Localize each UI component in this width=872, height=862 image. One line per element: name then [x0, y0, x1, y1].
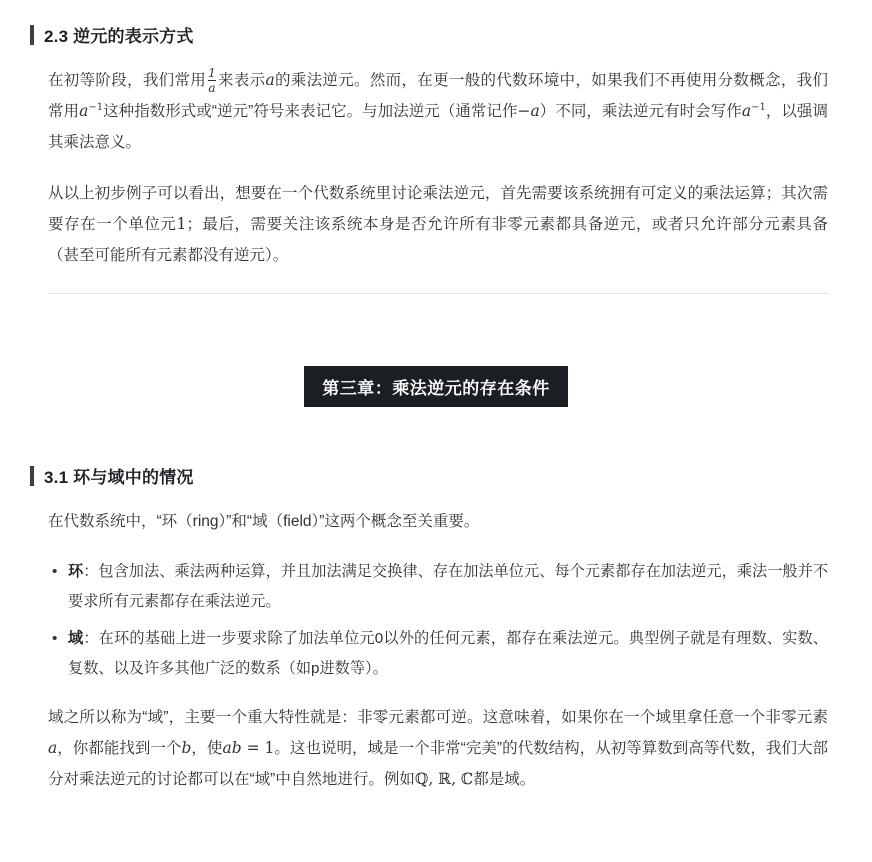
- inline-power: $a^{-1}$: [741, 101, 766, 120]
- paragraph: 从以上初步例子可以看出，想要在一个代数系统里讨论乘法逆元，首先需要该系统拥有可定义的乘法运算；其次需要存在一个单位元1；最后，需要关注该系统本身是否允许所有非零元素都具备逆元，或者只允许部分元素具备（甚至可能所有元素都没有逆元）。: [48, 185, 828, 264]
- list-item-term: 域: [68, 630, 84, 648]
- section-heading-2-3: [30, 22, 842, 47]
- inline-number: = 1: [241, 738, 275, 757]
- section-title-text: 3.1 环与域中的情况: [44, 468, 194, 487]
- paragraph-closing: 域之所以称为“域”，主要一个重大特性就是：非零元素都可逆。这意味着，如果你在一个域里拿任意一个非零元素a，你都能找到一个b，使ab = 1。这也说明，域是一个非常“完美”的代数结构，从初等算数到高等代数，我们大部分对乘法逆元的讨论都可以在“域”中自然地进行。例如ℚ, ℝ, ℂ都是域。: [48, 708, 828, 788]
- inline-number-set: ℚ, ℝ, ℂ: [414, 769, 474, 788]
- inline-fraction: $\frac{1}{a}$: [208, 66, 216, 95]
- list-item: [52, 624, 828, 683]
- list-item: [52, 557, 828, 616]
- inline-variable: a: [530, 102, 540, 120]
- list-item-text: ：在环的基础上进一步要求除了加法单位元0以外的任何元素，都存在乘法逆元。典型例子就是有理数、实数、复数、以及许多其他广泛的数系（如p进数等）。: [68, 630, 828, 677]
- definition-list: [30, 557, 842, 684]
- list-item-text: ：包含加法、乘法两种运算，并且加法满足交换律、存在加法单位元、每个元素都存在加法逆元，乘法一般并不要求所有元素都存在乘法逆元。: [68, 563, 829, 610]
- inline-variable: a: [48, 738, 58, 757]
- inline-power: $a^{-1}$: [79, 101, 104, 120]
- section-title-text: 2.3 逆元的表示方式: [44, 27, 194, 46]
- paragraph-intro: 在代数系统中，“环（ring）”和“域（field）”这两个概念至关重要。: [48, 513, 480, 530]
- paragraph: 在初等阶段，我们常用 $\frac{1}{a}$ 来表示a的乘法逆元。然而，在更一般的代数环境中，如果我们不再使用分数概念，我们常用$a^{-1}$这种指数形式或“逆元”符号来表记它。与加法逆元（通常记作−a）不同，乘法逆元有时会写作$a^{-1}$，以强调其乘法意义。: [48, 66, 828, 151]
- list-item-term: 环: [68, 563, 84, 580]
- section-divider: [48, 293, 828, 294]
- inline-variable: ab: [222, 738, 242, 757]
- heading-accent-bar: [30, 25, 34, 45]
- chapter-banner: 第三章：乘法逆元的存在条件: [304, 366, 568, 407]
- inline-number: −: [517, 102, 531, 120]
- inline-variable: a: [265, 71, 275, 89]
- heading-accent-bar: [30, 466, 34, 486]
- section-heading-3-1: [30, 463, 842, 488]
- inline-number: 1: [176, 215, 187, 233]
- inline-variable: b: [181, 738, 192, 757]
- chapter-banner-wrapper: [30, 366, 842, 407]
